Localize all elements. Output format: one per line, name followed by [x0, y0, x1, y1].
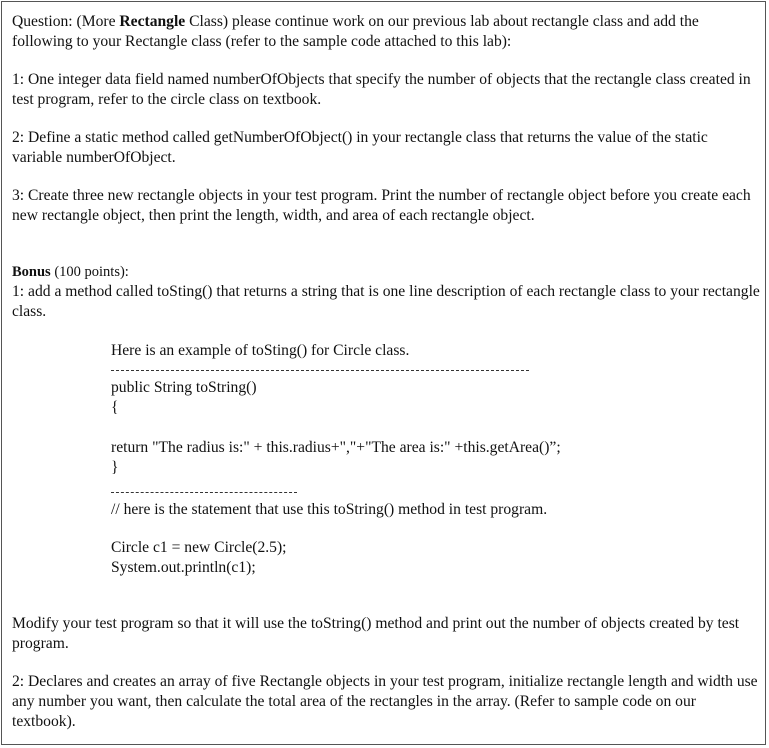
bonus-title: Bonus	[12, 264, 51, 280]
example-intro: Here is an example of toSting() for Circle class.	[111, 342, 410, 359]
question-suffix: Class) please continue work on our previous lab about rectangle class and add the following to your Rectangle class (refer to the sample code attached to this lab):	[12, 13, 699, 50]
code-comment: // here is the statement that use this toString() method in test program.	[111, 501, 548, 518]
bonus-item-1: 1: add a method called toSting() that returns a string that is one line description of each rectangle class to your rectangle class.	[12, 283, 760, 320]
code-usage-1: Circle c1 = new Circle(2.5);	[111, 539, 287, 556]
blank-line	[111, 520, 760, 538]
example-block	[111, 341, 760, 578]
bonus-heading	[12, 262, 760, 282]
code-close-brace: }	[111, 459, 119, 476]
question-paragraph	[12, 12, 760, 52]
code-signature: public String toString()	[111, 379, 257, 396]
bonus-points: (100 points):	[50, 264, 129, 280]
code-return-line: return "The radius is:" + this.radius+","+"The area is:" +this.getArea()”;	[111, 439, 561, 456]
item-1: 1: One integer data field named numberOfObjects that specify the number of objects that the rectangle class created in test program, refer to the circle class on textbook.	[12, 71, 751, 108]
separator-long	[111, 370, 529, 371]
code-open-brace: {	[111, 399, 119, 416]
item-3: 3: Create three new rectangle objects in your test program. Print the number of rectangle object before you create each new rectangle object, then print the length, width, and area of each rectangle object.	[12, 187, 751, 224]
question-bold: Rectangle	[119, 13, 186, 30]
code-usage-2: System.out.println(c1);	[111, 559, 256, 576]
item-2: 2: Define a static method called getNumberOfObject() in your rectangle class that returns the value of the static variable numberOfObject.	[12, 129, 708, 166]
blank-line	[111, 418, 760, 438]
modify-paragraph: Modify your test program so that it will use the toString() method and print out the number of objects created by test program.	[12, 615, 740, 652]
assignment-document	[12, 12, 760, 732]
question-prefix: Question: (More	[12, 13, 120, 30]
separator-short	[111, 492, 297, 493]
bonus-item-2: 2: Declares and creates an array of five Rectangle objects in your test program, initialize rectangle length and width use any number you want, then calculate the total area of the rectangles in the array. (Refer to sample code on our textbook).	[12, 673, 758, 730]
